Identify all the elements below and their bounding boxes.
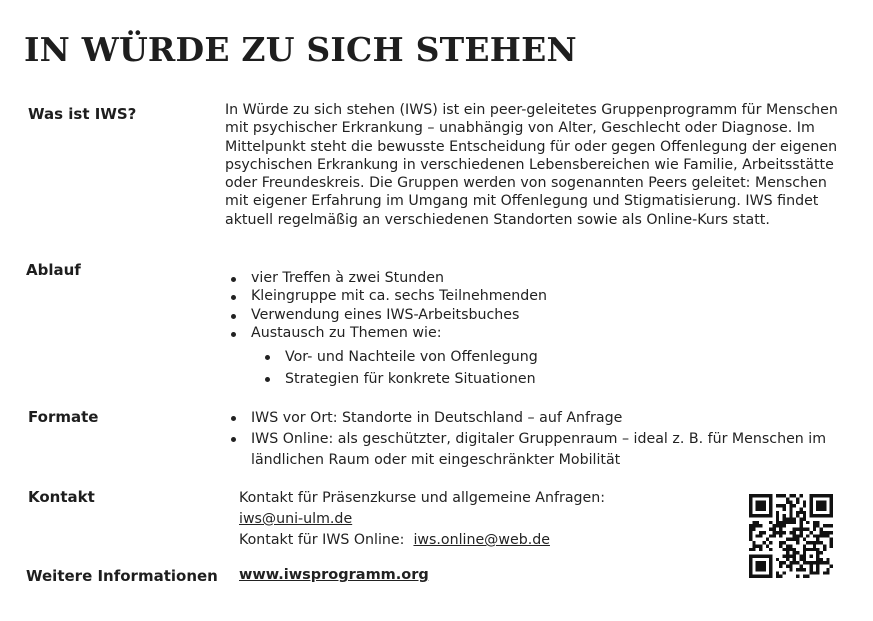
ablauf-sublist	[261, 347, 538, 390]
qr-code-icon	[749, 494, 833, 578]
label-was-ist-iws: Was ist IWS?	[28, 105, 137, 123]
email-link-uni-ulm[interactable]: iws@uni-ulm.de	[239, 511, 353, 527]
list-item: Austausch zu Themen wie:	[227, 324, 547, 342]
page-title: IN WÜRDE ZU SICH STEHEN	[24, 30, 577, 69]
kontakt-block	[239, 488, 605, 551]
list-item: Kleingruppe mit ca. sechs Teilnehmenden	[227, 287, 547, 305]
ablauf-list	[227, 269, 547, 342]
website-link[interactable]: www.iwsprogramm.org	[239, 567, 429, 583]
kontakt-line-praesenz: Kontakt für Präsenzkurse und allgemeine Anfragen:	[239, 490, 606, 506]
list-item: Strategien für konkrete Situationen	[261, 369, 538, 391]
label-kontakt: Kontakt	[28, 488, 95, 506]
formate-list	[227, 408, 851, 471]
intro-text: In Würde zu sich stehen (IWS) ist ein peer-geleitetes Gruppenprogramm für Menschen mit psychischer Erkrankung – unabhängig von Alter, Geschlecht oder Diagnose. Im Mittelpunkt steht die bewusste Entscheidung für oder gegen Offenlegung der eigenen psychischen Erkrankung in verschiedenen Lebensbereichen wie Familie, Arbeitsstätte oder Freundeskreis. Die Gruppen werden von sogenannten Peers geleitet: Menschen mit eigener Erfahrung im Umgang mit Offenlegung und Stigmatisierung. IWS findet aktuell regelmäßig an verschiedenen Standorten sowie als Online-Kurs statt.	[225, 102, 838, 228]
kontakt-online-label: Kontakt für IWS Online:	[239, 532, 405, 548]
list-item: vier Treffen à zwei Stunden	[227, 269, 547, 287]
list-item: Vor- und Nachteile von Offenlegung	[261, 347, 538, 369]
label-weitere-informationen: Weitere Informationen	[26, 567, 218, 585]
list-item: IWS vor Ort: Standorte in Deutschland – auf Anfrage	[227, 408, 851, 429]
list-item: IWS Online: als geschützter, digitaler Gruppenraum – ideal z. B. für Menschen im ländlichen Raum oder mit eingeschränkter Mobilität	[227, 429, 851, 471]
label-formate: Formate	[28, 408, 99, 426]
list-item: Verwendung eines IWS-Arbeitsbuches	[227, 306, 547, 324]
label-ablauf: Ablauf	[26, 261, 81, 279]
email-link-online[interactable]: iws.online@web.de	[413, 532, 550, 548]
